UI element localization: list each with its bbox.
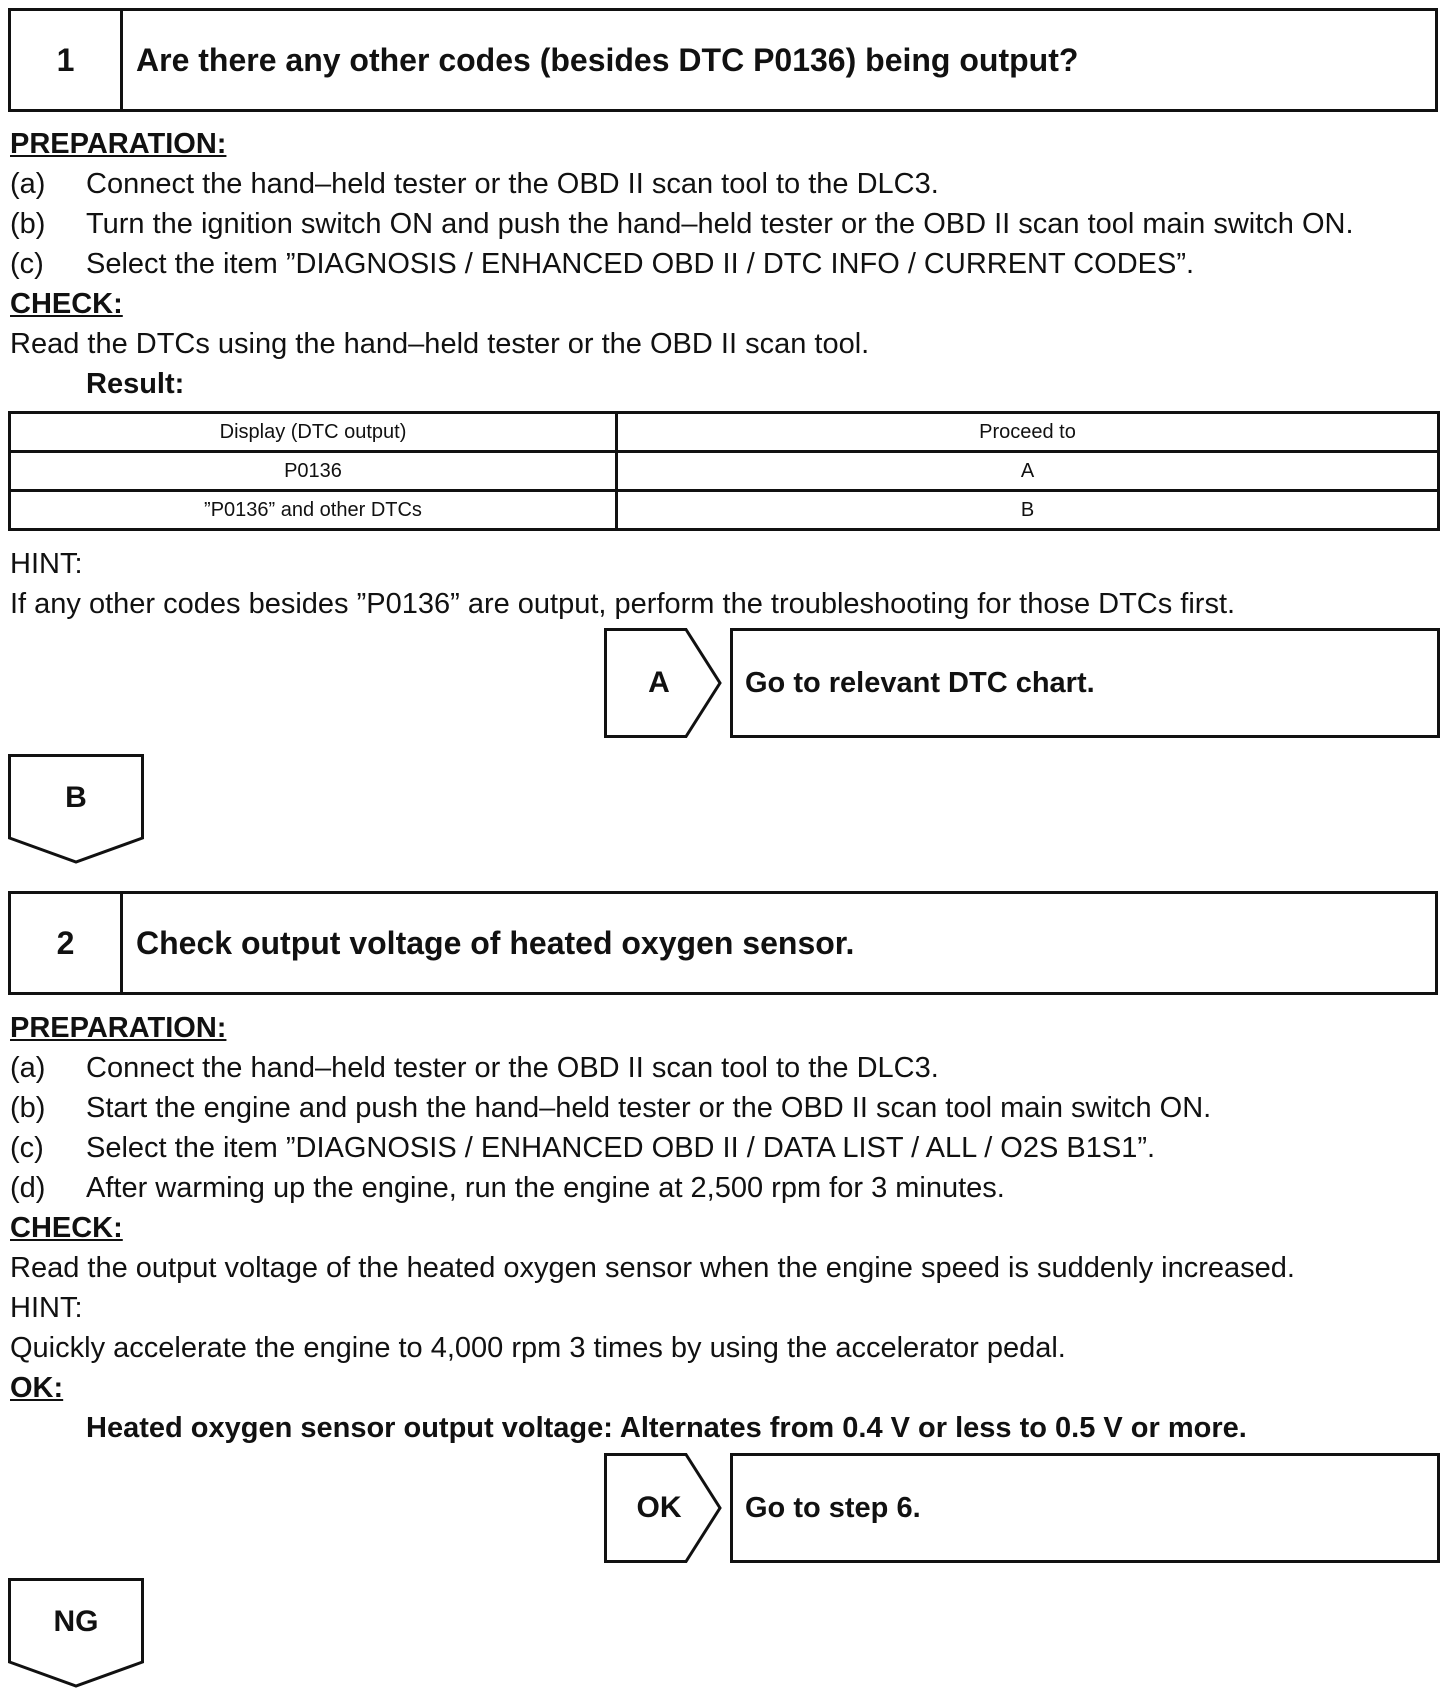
table-header-row [10,413,1439,452]
step-1-title: Are there any other codes (besides DTC P0136) being output? [136,41,1079,78]
table-cell: A [617,452,1439,491]
step-2-prep-d-label: (d) [10,1172,46,1204]
step-2-prep-a-text: Connect the hand–held tester or the OBD II scan tool to the DLC3. [86,1052,939,1084]
branch-a-action: Go to relevant DTC chart. [730,628,1440,738]
step-1-prep-a-label: (a) [10,168,46,200]
table-row [10,491,1439,530]
step-2-number: 2 [11,894,123,992]
step-1-preparation-heading: PREPARATION: [10,128,227,160]
table-cell: P0136 [10,452,617,491]
branch-ok-action: Go to step 6. [730,1453,1440,1563]
step-2-prep-c-label: (c) [10,1132,44,1164]
step-2-preparation-heading: PREPARATION: [10,1012,227,1044]
branch-ng-label: NG [53,1605,99,1638]
step-1-header [8,8,1438,112]
step-1-number: 1 [11,11,123,109]
table-header-cell: Proceed to [617,413,1439,452]
table-row [10,452,1439,491]
result-table [8,411,1440,531]
step-2-prep-c-text: Select the item ”DIAGNOSIS / ENHANCED OBD II / DATA LIST / ALL / O2S B1S1”. [86,1132,1156,1164]
step-1-hint-text: If any other codes besides ”P0136” are output, perform the troubleshooting for those DTCs first. [10,588,1236,620]
branch-b-arrow [8,754,144,864]
table-cell: ”P0136” and other DTCs [10,491,617,530]
step-1-prep-a-text: Connect the hand–held tester or the OBD II scan tool to the DLC3. [86,168,939,200]
branch-a-label: A [648,666,670,699]
step-2-header [8,891,1438,995]
step-1-result-label: Result: [86,368,185,400]
step-1-check-heading: CHECK: [10,288,123,320]
step-1-prep-b-label: (b) [10,208,46,240]
branch-ng-arrow [8,1578,144,1688]
branch-a-arrow [604,628,722,738]
step-2-prep-a-label: (a) [10,1052,46,1084]
step-2-ok-heading: OK: [10,1372,64,1404]
step-2-check-heading: CHECK: [10,1212,123,1244]
table-cell: B [617,491,1439,530]
step-1-prep-b-text: Turn the ignition switch ON and push the hand–held tester or the OBD II scan tool main switch ON. [86,208,1354,240]
step-2-prep-d-text: After warming up the engine, run the engine at 2,500 rpm for 3 minutes. [86,1172,1005,1204]
branch-ok-label: OK [636,1491,682,1524]
step-2-prep-b-label: (b) [10,1092,46,1124]
branch-b-label: B [65,781,87,814]
step-2-title: Check output voltage of heated oxygen sensor. [136,924,855,961]
step-2-prep-b-text: Start the engine and push the hand–held tester or the OBD II scan tool main switch ON. [86,1092,1212,1124]
step-1-prep-c-label: (c) [10,248,44,280]
step-1-hint-label: HINT: [10,548,83,580]
step-1-prep-c-text: Select the item ”DIAGNOSIS / ENHANCED OBD II / DTC INFO / CURRENT CODES”. [86,248,1195,280]
step-2-hint-text: Quickly accelerate the engine to 4,000 rpm 3 times by using the accelerator pedal. [10,1332,1066,1364]
step-2-ok-text: Heated oxygen sensor output voltage: Alternates from 0.4 V or less to 0.5 V or more. [86,1412,1247,1444]
step-2-check-text: Read the output voltage of the heated oxygen sensor when the engine speed is suddenly increased. [10,1252,1295,1284]
branch-ok-arrow [604,1453,722,1563]
table-header-cell: Display (DTC output) [10,413,617,452]
step-2-hint-label: HINT: [10,1292,83,1324]
step-1-check-text: Read the DTCs using the hand–held tester or the OBD II scan tool. [10,328,870,360]
